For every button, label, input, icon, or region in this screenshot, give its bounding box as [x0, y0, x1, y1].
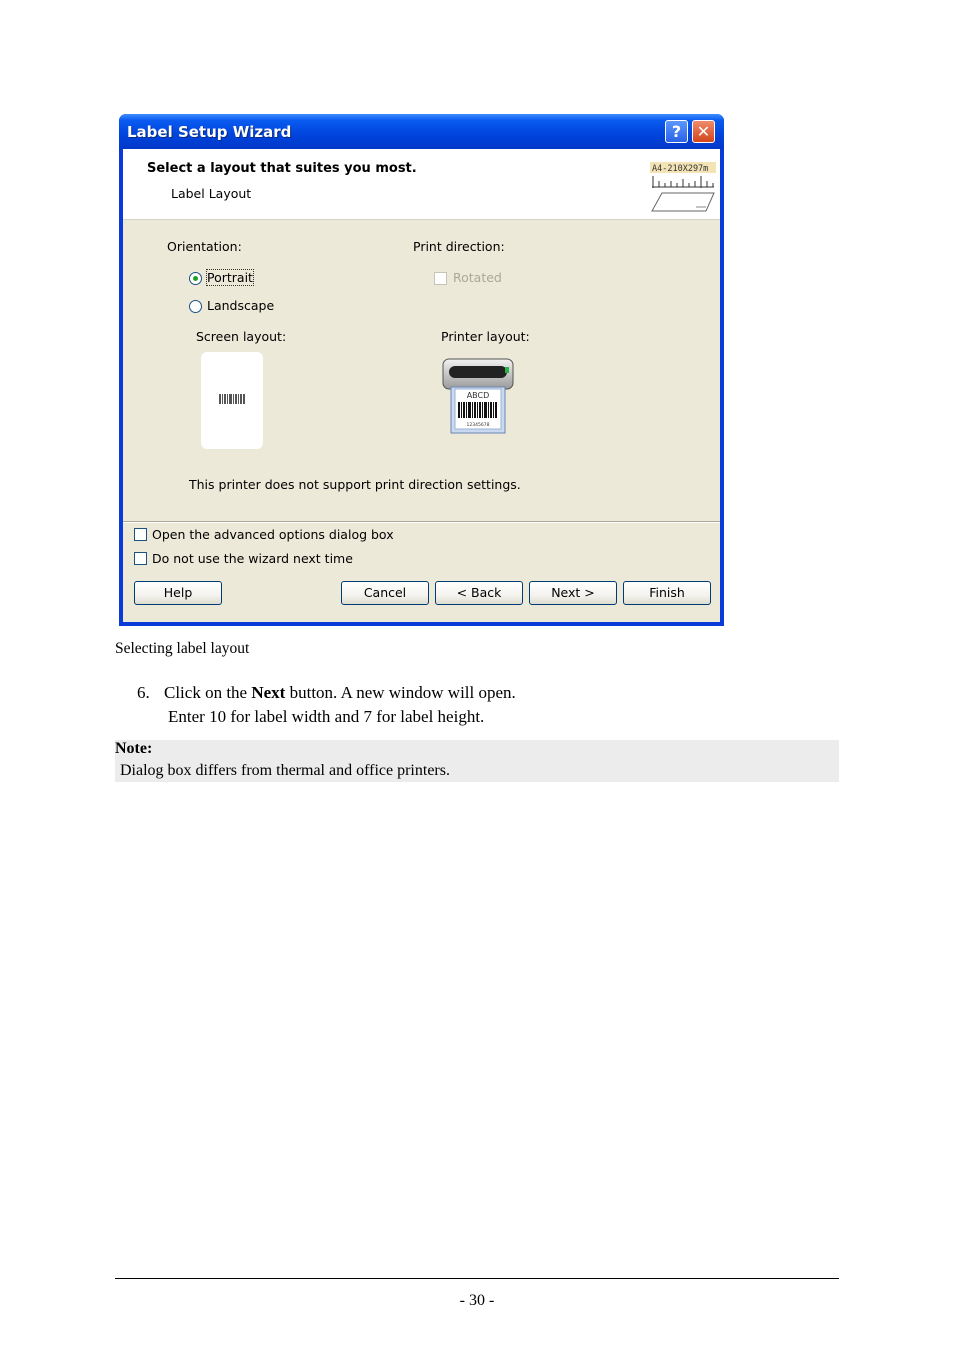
step-text-after: button. A new window will open. — [285, 683, 516, 702]
screen-layout-label: Screen layout: — [196, 329, 287, 344]
no-wizard-checkbox[interactable] — [134, 552, 147, 565]
landscape-radio[interactable] — [189, 300, 202, 313]
paper-size-label: A4-210X297m — [652, 164, 709, 174]
footer-rule — [115, 1278, 839, 1279]
note-text: Dialog box differs from thermal and office printers. — [120, 762, 450, 779]
paper-ruler-icon — [650, 159, 716, 217]
header-title: Select a layout that suites you most. — [147, 161, 417, 176]
step-text-bold: Next — [251, 683, 286, 702]
dialog-client-area — [123, 149, 720, 622]
note-box — [115, 740, 839, 782]
dialog-title: Label Setup Wizard — [127, 123, 292, 141]
step-number: 6. — [137, 683, 150, 702]
step-text-before: Click on the — [164, 683, 252, 702]
step-instruction — [164, 683, 516, 703]
print-direction-label: Print direction: — [413, 239, 505, 254]
finish-button[interactable]: Finish — [623, 581, 711, 605]
landscape-label[interactable]: Landscape — [207, 298, 275, 313]
advanced-options-label[interactable]: Open the advanced options dialog box — [152, 527, 394, 542]
printer-label-digits: 12345678 — [466, 423, 490, 428]
close-button[interactable] — [692, 120, 715, 143]
close-icon: ✕ — [696, 122, 711, 141]
rotated-label: Rotated — [453, 270, 502, 285]
cancel-button[interactable]: Cancel — [341, 581, 429, 605]
printer-layout-label: Printer layout: — [441, 329, 530, 344]
label-setup-wizard-dialog — [119, 114, 724, 626]
step-instruction-line2: Enter 10 for label width and 7 for label height. — [168, 707, 485, 726]
help-title-button[interactable] — [665, 120, 688, 143]
printer-label-text: ABCD — [466, 391, 490, 400]
portrait-radio[interactable] — [189, 272, 202, 285]
note-title: Note: — [115, 740, 153, 757]
header-subtitle: Label Layout — [171, 186, 252, 201]
advanced-options-checkbox[interactable] — [134, 528, 147, 541]
back-button[interactable]: < Back — [435, 581, 523, 605]
figure-caption: Selecting label layout — [115, 640, 250, 657]
portrait-label[interactable]: Portrait — [207, 270, 253, 285]
rotated-checkbox — [434, 272, 447, 285]
next-button[interactable]: Next > — [529, 581, 617, 605]
orientation-label: Orientation: — [167, 239, 242, 254]
support-note: This printer does not support print direction settings. — [189, 477, 521, 492]
wizard-header — [123, 149, 720, 220]
printer-icon — [441, 357, 515, 435]
separator — [123, 521, 720, 523]
page-number: - 30 - — [459, 1292, 495, 1309]
screen-layout-preview — [201, 352, 263, 449]
question-icon: ? — [671, 122, 682, 141]
barcode-icon — [219, 394, 245, 404]
help-button[interactable]: Help — [134, 581, 222, 605]
title-bar[interactable] — [119, 114, 724, 149]
no-wizard-label[interactable]: Do not use the wizard next time — [152, 551, 353, 566]
